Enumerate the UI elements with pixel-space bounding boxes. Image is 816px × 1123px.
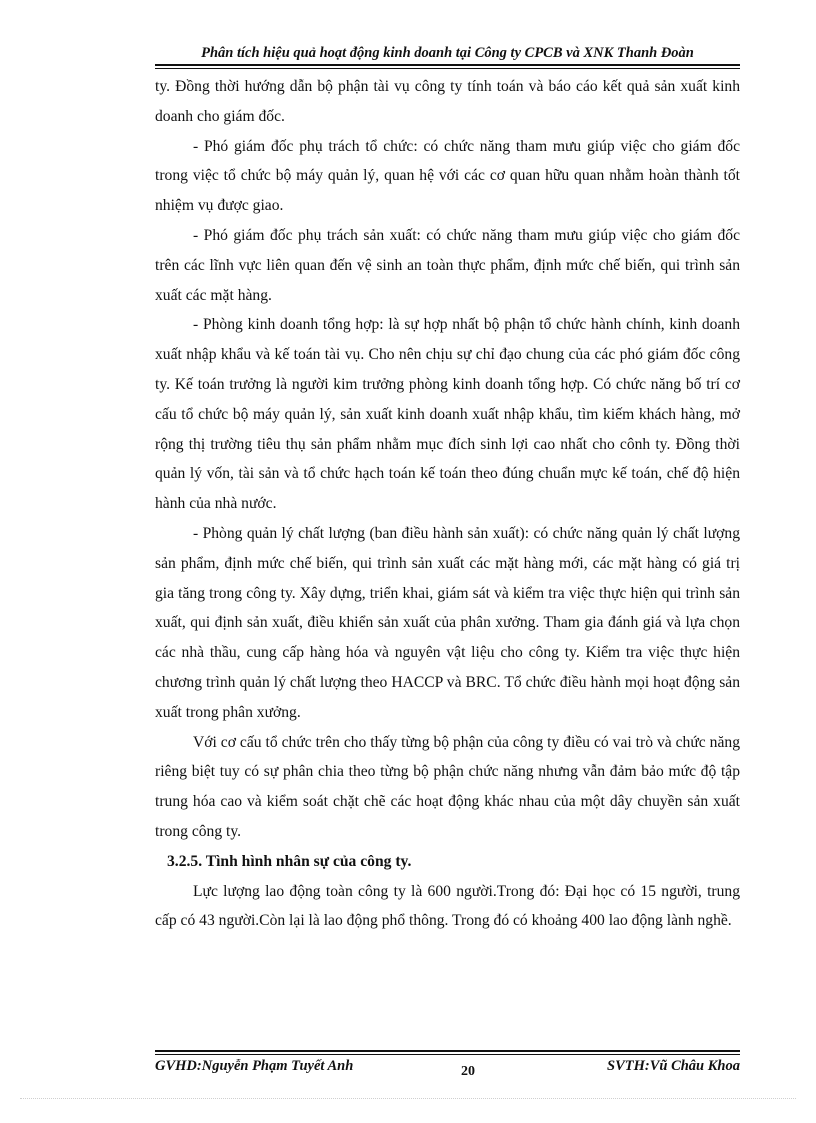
header-rule-thin [155,68,740,69]
page-bottom-divider [20,1098,796,1099]
footer-instructor: GVHD:Nguyễn Phạm Tuyết Anh [155,1058,354,1074]
body-paragraph: - Phòng kinh doanh tổng hợp: là sự hợp nhất bộ phận tổ chức hành chính, kinh doanh xuất nhập khẩu và kế toán tài vụ. Cho nên chịu sự chỉ đạo chung của các phó giám đốc công ty. Kế toán trưởng là người kim trưởng phòng kinh doanh tổng hợp. Có chức năng bố trí cơ cấu tổ chức bộ máy quản lý, sản xuất kinh doanh xuất nhập khẩu, tìm kiếm khách hàng, mở rộng thị trường tiêu thụ sản phẩm nhằm mục đích sinh lợi cao nhất cho cônh ty. Đồng thời quản lý vốn, tài sản và tổ chức hạch toán kế toán theo đúng chuẩn mực kế toán, chế độ hiện hành của nhà nước. [155,316,740,513]
section-paragraph: Lực lượng lao động toàn công ty là 600 người.Trong đó: Đại học có 15 người, trung cấp có 43 người.Còn lại là lao động phổ thông. Trong đó có khoảng 400 lao động lành nghề. [155,882,740,930]
page-header-title: Phân tích hiệu quả hoạt động kinh doanh tại Công ty CPCB và XNK Thanh Đoàn [201,45,694,61]
section-heading: 3.2.5. Tình hình nhân sự của công ty. [167,852,412,870]
body-paragraph: - Phó giám đốc phụ trách tổ chức: có chức năng tham mưu giúp việc cho giám đốc trong việc tổ chức bộ máy quản lý, quan hệ với các cơ quan hữu quan nhằm hoàn thành tốt nhiệm vụ được giao. [155,137,740,215]
body-paragraph: Với cơ cấu tổ chức trên cho thấy từng bộ phận của công ty điều có vai trò và chức năng riêng biệt tuy có sự phân chia theo từng bộ phận chức năng nhưng vẫn đảm bảo mức độ tập trung hóa cao và kiểm soát chặt chẽ các hoạt động khác nhau của một dây chuyền sản xuất trong công ty. [155,733,740,840]
body-paragraph: - Phó giám đốc phụ trách sản xuất: có chức năng tham mưu giúp việc cho giám đốc trên các lĩnh vực liên quan đến vệ sinh an toàn thực phẩm, định mức chế biến, qui trình sản xuất các mặt hàng. [155,226,740,304]
footer-rule [155,1050,740,1052]
footer-rule-thin [155,1054,740,1055]
header-rule [155,64,740,66]
document-body [155,72,740,936]
body-paragraph: - Phòng quản lý chất lượng (ban điều hành sản xuất): có chức năng quản lý chất lượng sản phẩm, định mức chế biến, qui trình sản xuất các mặt hàng mới, các mặt hàng có giá trị gia tăng trong công ty. Xây dựng, triển khai, giám sát và kiểm tra việc thực hiện qui trình sản xuất, qui định sản xuất, điều khiển sản xuất của phân xưởng. Tham gia đánh giá và lựa chọn các nhà thầu, cung cấp hàng hóa và nguyên vật liệu cho công ty. Kiểm tra việc thực hiện chương trình quản lý chất lượng theo HACCP và BRC. Tổ chức điều hành mọi hoạt động sản xuất trong phân xưởng. [155,524,740,721]
body-paragraph: ty. Đồng thời hướng dẫn bộ phận tài vụ công ty tính toán và báo cáo kết quả sản xuất kinh doanh cho giám đốc. [155,78,740,125]
page-number: 20 [461,1064,475,1079]
footer-student: SVTH:Vũ Châu Khoa [607,1058,740,1074]
